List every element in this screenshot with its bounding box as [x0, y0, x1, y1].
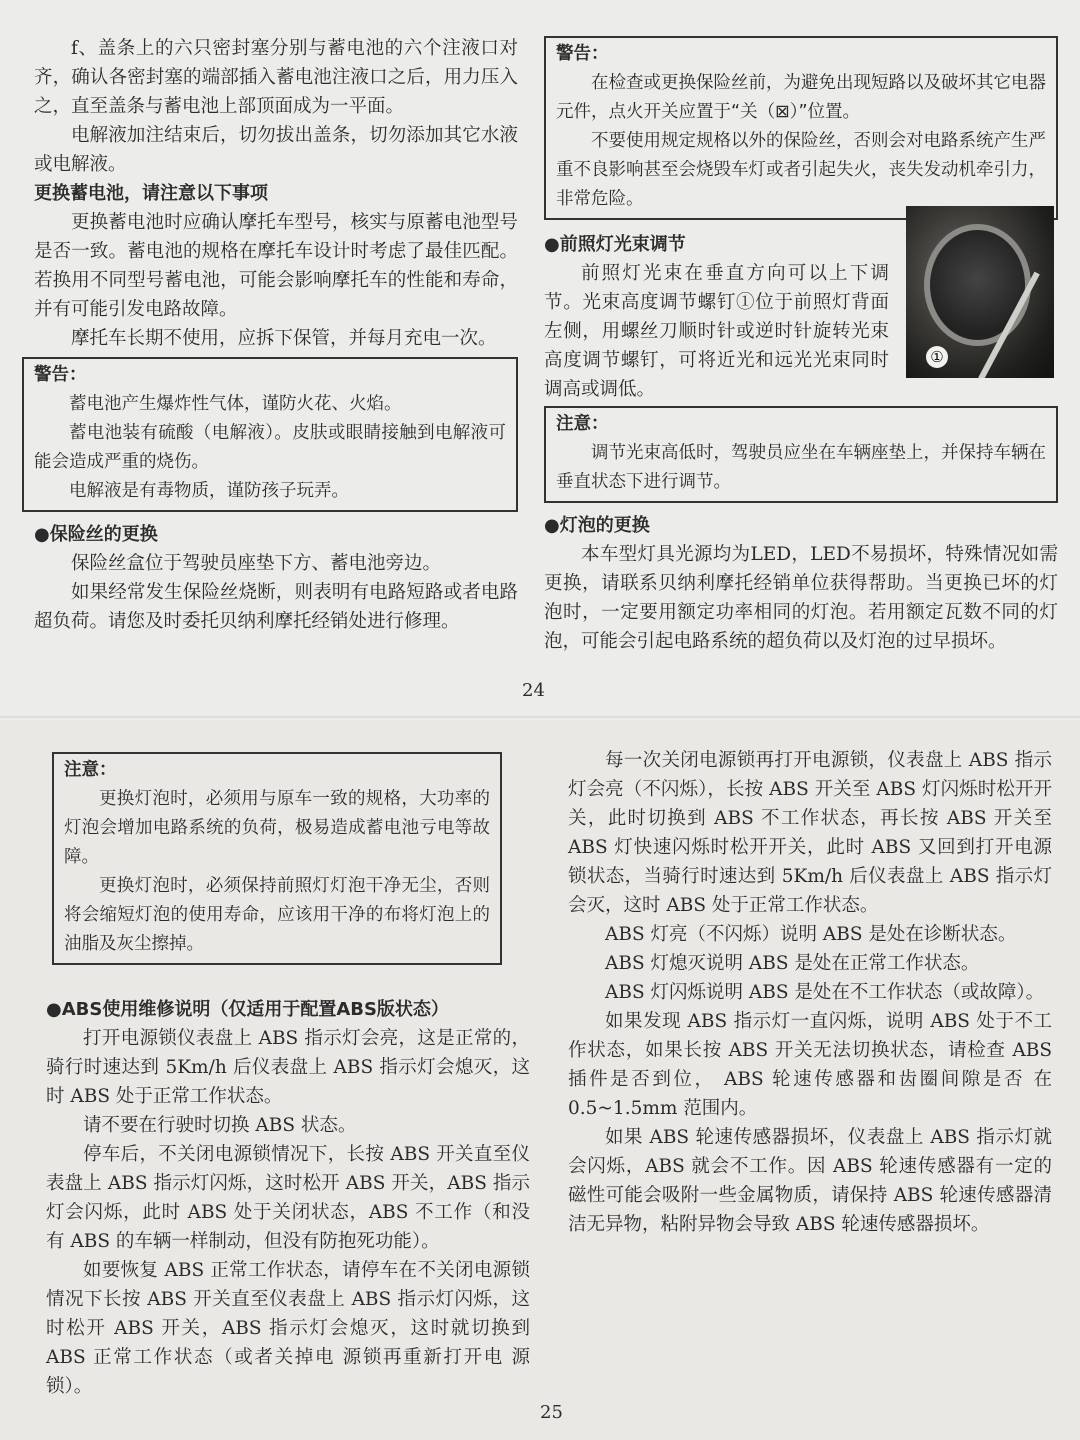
warning-title: 警告： [34, 365, 87, 385]
warning-text: 电解液是有毒物质，谨防孩子玩弄。 [69, 481, 349, 501]
abs-heading: ●ABS使用维修说明（仅适用于配置ABS版状态） [46, 999, 449, 1020]
fuse-heading: ●保险丝的更换 [34, 524, 158, 545]
electrolyte-paragraph: 电解液加注结束后，切勿拔出盖条，切勿添加其它水液或电解液。 [34, 125, 518, 175]
abs-paragraph: 如果 ABS 轮速传感器损坏，仪表盘上 ABS 指示灯就会闪烁，ABS 就会不工作。因 ABS 轮速传感器有一定的磁性可能会吸附一些金属物质，请保持 ABS 轮速传感器清洁无异物，粘附异物会导致 ABS 轮速传感器损坏。 [568, 1127, 1052, 1235]
abs-paragraph: ABS 灯闪烁说明 ABS 是处在不工作状态（或故障）。 [605, 982, 1045, 1003]
bulb-note-box [52, 752, 502, 965]
abs-paragraph: 请不要在行驶时切换 ABS 状态。 [83, 1115, 357, 1136]
battery-storage-paragraph: 摩托车长期不使用，应拆下保管，并每月充电一次。 [71, 328, 497, 349]
adjust-screw-callout: ① [926, 346, 948, 368]
abs-paragraph: ABS 灯熄灭说明 ABS 是处在正常工作状态。 [605, 953, 980, 974]
abs-paragraph: 每一次关闭电源锁再打开电源锁，仪表盘上 ABS 指示灯会亮（不闪烁），长按 ABS 开关至 ABS 灯闪烁时松开开关，此时切换到 ABS 不工作状态，再长按 ABS 开关至 ABS 灯快速闪烁时松开开关，此时 ABS 又回到打开电源锁状态，当骑行时速达到 5Km/h 后仪表盘上 ABS 指示灯会灭，这时 ABS 处于正常工作状态。 [568, 750, 1052, 916]
warning-title: 警告： [556, 44, 609, 64]
note-title: 注意： [556, 414, 609, 434]
note-title: 注意： [64, 760, 117, 780]
fuse-blown-paragraph: 如果经常发生保险丝烧断，则表明有电路短路或者电路超负荷。请您及时委托贝纳利摩托经销处进行修理。 [34, 582, 518, 632]
page-25 [0, 720, 1080, 1440]
abs-paragraph: ABS 灯亮（不闪烁）说明 ABS 是处在诊断状态。 [605, 924, 1017, 945]
abs-paragraph: 停车后，不关闭电源锁情况下，长按 ABS 开关直至仪表盘上 ABS 指示灯闪烁，这时松开 ABS 开关，ABS 指示灯会闪烁，此时 ABS 处于关闭状态，ABS 不工作（和没有 ABS 的车辆一样制动，但没有防抱死功能）。 [46, 1144, 530, 1252]
battery-replace-paragraph: 更换蓄电池时应确认摩托车型号，核实与原蓄电池型号是否一致。蓄电池的规格在摩托车设计时考虑了最佳匹配。若换用不同型号蓄电池，可能会影响摩托车的性能和寿命，并有可能引发电路故障。 [34, 212, 518, 320]
warning-text: 在检查或更换保险丝前，为避免出现短路以及破坏其它电器元件，点火开关应置于“关（⊠）”位置。 [556, 73, 1046, 122]
headlight-lamp [924, 224, 1031, 346]
page-number: 24 [522, 680, 545, 701]
abs-paragraph: 打开电源锁仪表盘上 ABS 指示灯会亮，这是正常的，骑行时速达到 5Km/h 后仪表盘上 ABS 指示灯会熄灭，这时 ABS 处于正常工作状态。 [46, 1028, 530, 1107]
page-25-left-column [46, 752, 530, 1401]
abs-paragraph: 如要恢复 ABS 正常工作状态，请停车在不关闭电源锁情况下长按 ABS 开关直至仪表盘上 ABS 指示灯闪烁，这时松开 ABS 开关，ABS 指示灯会熄灭，这时就切换到 ABS 正常工作状态（或者关掉电 源锁再重新打开电 源锁）。 [46, 1260, 530, 1397]
bulb-replace-paragraph: 本车型灯具光源均为LED，LED不易损坏，特殊情况如需更换，请联系贝纳利摩托经销单位获得帮助。当更换已坏的灯泡时，一定要用额定功率相同的灯泡。若用额定瓦数不同的灯泡，可能会引起电路系统的超负荷以及灯泡的过早损坏。 [544, 544, 1058, 652]
page-number: 25 [540, 1402, 563, 1423]
note-text: 调节光束高低时，驾驶员应坐在车辆座垫上，并保持车辆在垂直状态下进行调节。 [556, 443, 1046, 492]
page-24-left-column [34, 34, 518, 636]
note-text: 更换灯泡时，必须保持前照灯灯泡干净无尘，否则将会缩短灯泡的使用寿命，应该用干净的布将灯泡上的油脂及灰尘擦掉。 [64, 876, 490, 954]
battery-cap-paragraph: f、盖条上的六只密封塞分别与蓄电池的六个注液口对齐，确认各密封塞的端部插入蓄电池注液口之后，用力压入之，直至盖条与蓄电池上部顶面成为一平面。 [34, 38, 518, 117]
fuse-location-paragraph: 保险丝盒位于驾驶员座垫下方、蓄电池旁边。 [71, 553, 442, 574]
warning-text: 蓄电池装有硫酸（电解液）。皮肤或眼睛接触到电解液可能会造成严重的烧伤。 [34, 423, 506, 472]
battery-warning-box [22, 357, 518, 512]
warning-text: 不要使用规定规格以外的保险丝，否则会对电路系统产生严重不良影响甚至会烧毁车灯或者引起失火，丧失发动机牵引力，非常危险。 [556, 131, 1046, 209]
fuse-warning-box [544, 36, 1058, 220]
headlight-adjust-paragraph: 前照灯光束在垂直方向可以上下调节。光束高度调节螺钉①位于前照灯背面左侧，用螺丝刀顺时针或逆时针旋转光束高度调节螺钉，可将近光和远光光束同时调高或调低。 [544, 263, 889, 400]
abs-paragraph: 如果发现 ABS 指示灯一直闪烁，说明 ABS 处于不工作状态，如果长按 ABS 开关无法切换状态，请检查 ABS 插件是否到位， ABS 轮速传感器和齿圈间隙是否 在 0.5~1.5mm 范围内。 [568, 1011, 1052, 1119]
battery-replace-heading: 更换蓄电池，请注意以下事项 [34, 183, 268, 204]
page-25-right-column [568, 746, 1052, 1239]
headlight-note-box [544, 406, 1058, 503]
headlight-adjust-heading: ●前照灯光束调节 [544, 234, 686, 255]
note-text: 更换灯泡时，必须用与原车一致的规格，大功率的灯泡会增加电路系统的负荷，极易造成蓄电池亏电等故障。 [64, 789, 490, 867]
bulb-replace-heading: ●灯泡的更换 [544, 515, 650, 536]
headlight-photo [906, 206, 1054, 378]
warning-text: 蓄电池产生爆炸性气体，谨防火花、火焰。 [69, 394, 402, 414]
